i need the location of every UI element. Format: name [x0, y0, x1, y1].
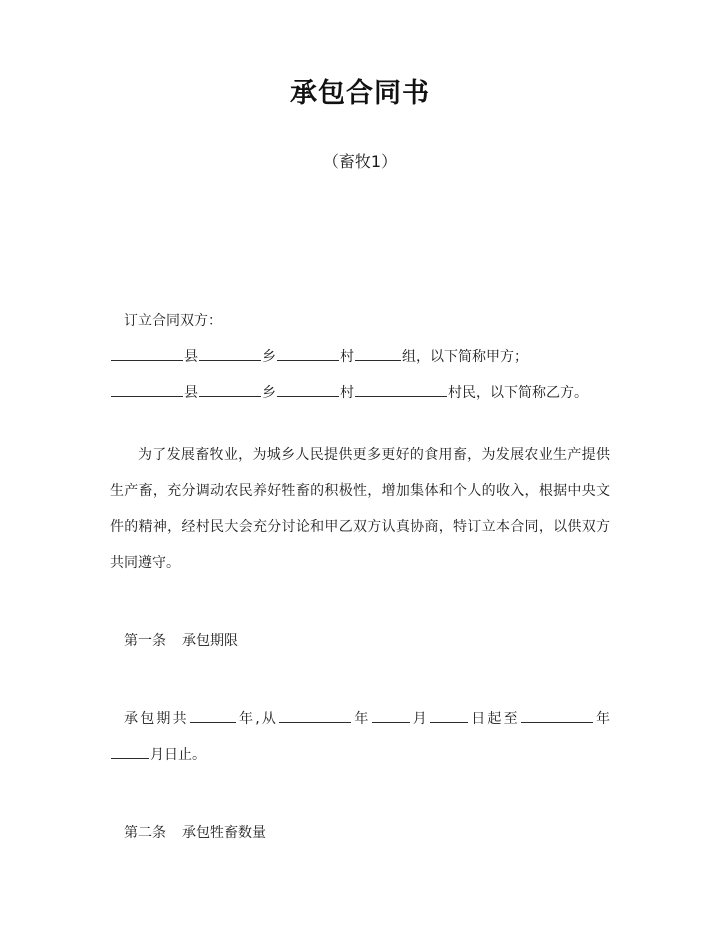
- party-a-county-label: 县: [184, 349, 198, 365]
- clause-end-year-blank[interactable]: [521, 707, 593, 723]
- clause-lead: 承包期共: [124, 711, 189, 727]
- article-1-title: 承包期限: [182, 633, 238, 649]
- clause-start-year-blank[interactable]: [279, 707, 351, 723]
- spacer-after-parties: [110, 411, 610, 437]
- party-b-village-blank[interactable]: [277, 381, 339, 397]
- party-a-township-label: 乡: [262, 349, 276, 365]
- party-a-village-blank[interactable]: [277, 345, 339, 361]
- document-subtitle: （畜牧1）: [322, 152, 398, 171]
- party-a-village-label: 村: [340, 349, 354, 365]
- clause-unit-year-3: 年: [593, 711, 611, 727]
- spacer-after-article-1-clause: [110, 773, 610, 815]
- document-body: [110, 303, 610, 851]
- party-b-county-label: 县: [184, 385, 198, 401]
- party-a-group-label: 组: [402, 349, 416, 365]
- party-b-village-label: 村: [340, 385, 354, 401]
- party-a-township-blank[interactable]: [199, 345, 261, 361]
- article-2-number: 第二条: [124, 825, 166, 841]
- article-1-heading: [110, 623, 610, 659]
- clause-unit-day-1: 日起至: [468, 711, 520, 727]
- page-title: 承包合同书: [290, 78, 430, 109]
- clause-unit-year-1: 年,从: [236, 711, 279, 727]
- article-1-clause: [110, 701, 610, 773]
- clause-total-years-blank[interactable]: [190, 707, 236, 723]
- spacer-after-preamble: [110, 581, 610, 623]
- party-a-line: [110, 339, 610, 375]
- party-b-line: [110, 375, 610, 411]
- party-b-county-blank[interactable]: [111, 381, 183, 397]
- party-b-villager-blank[interactable]: [355, 381, 447, 397]
- party-a-tail: ，以下简称甲方；: [416, 349, 528, 365]
- party-a-group-blank[interactable]: [355, 345, 401, 361]
- party-b-township-blank[interactable]: [199, 381, 261, 397]
- clause-unit-month-1: 月: [410, 711, 429, 727]
- clause-unit-month-2: 月: [150, 747, 164, 763]
- party-b-township-label: 乡: [262, 385, 276, 401]
- spacer-after-article-1-heading: [110, 659, 610, 701]
- clause-start-month-blank[interactable]: [372, 707, 410, 723]
- article-2-title: 承包牲畜数量: [182, 825, 266, 841]
- clause-unit-year-2: 年: [352, 711, 371, 727]
- party-b-villager-label: 村民: [448, 385, 476, 401]
- parties-heading: 订立合同双方：: [124, 313, 222, 329]
- party-b-tail: ，以下简称乙方。: [476, 385, 588, 401]
- preamble-paragraph: 为了发展畜牧业，为城乡人民提供更多更好的食用畜，为发展农业生产提供生产畜，充分调动农民养好牲畜的积极性，增加集体和个人的收入，根据中央文件的精神，经村民大会充分讨论和甲乙双方认真协商，特订立本合同，以供双方共同遵守。: [110, 447, 610, 571]
- article-1-number: 第一条: [124, 633, 166, 649]
- article-2-heading: [110, 815, 610, 851]
- clause-end-month-blank[interactable]: [111, 743, 149, 759]
- clause-tail: 日止。: [164, 747, 206, 763]
- party-a-county-blank[interactable]: [111, 345, 183, 361]
- clause-start-day-blank[interactable]: [430, 707, 468, 723]
